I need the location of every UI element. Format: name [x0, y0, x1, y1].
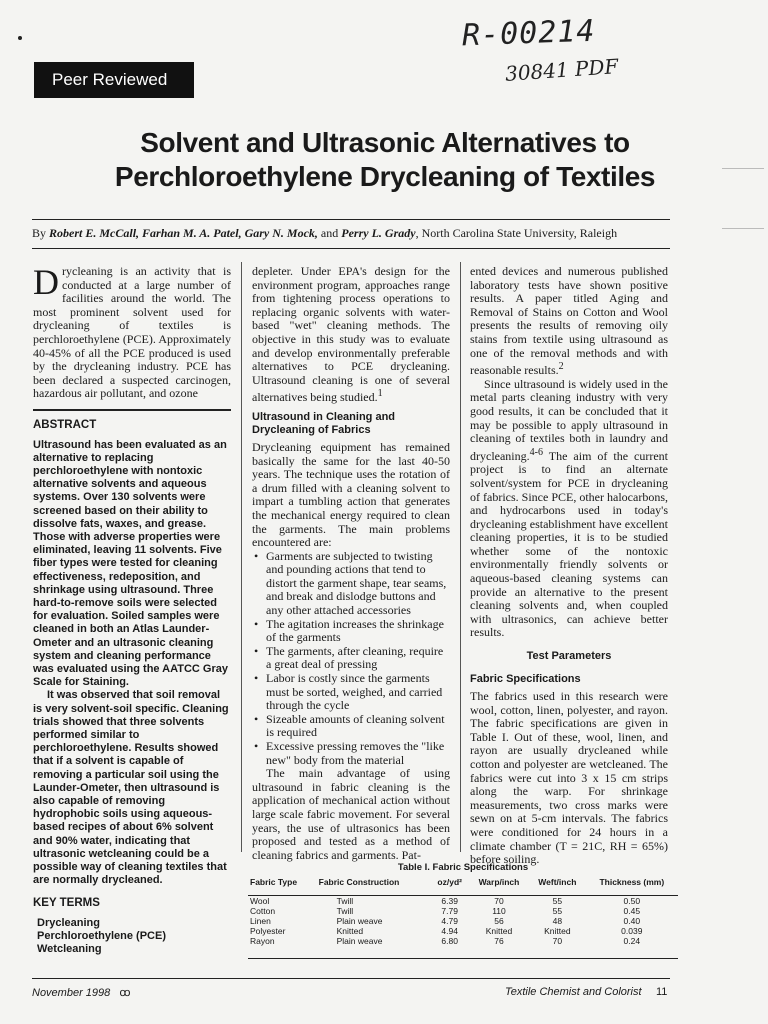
byline-rule	[32, 248, 670, 249]
list-item: • The agitation increases the shrinkage of the garments	[266, 618, 450, 645]
table-cell: Twill	[336, 896, 354, 906]
table-cell: 56	[494, 916, 504, 926]
table-cell: 76	[494, 936, 504, 946]
paragraph-text: ented devices and numerous published laboratory tests have shown positive results. A paper titled Aging and Removal of Stains on Cotton and Wool presents the results of removing oily stains from textile using ultrasound as one of the removal methods and with reasonable results.	[470, 264, 668, 378]
key-terms-list	[33, 917, 231, 956]
paragraph: Drycleaning equipment has remained basically the same for the last 40-50 years. The technique uses the rotation of a drum filled with a cleaning solvent to impart a tumbling action that generates the mechanical energy required to clean the garments. The main problems encountered are:	[252, 439, 450, 550]
table-cell: 110	[492, 906, 506, 916]
byline-affiliation: , North Carolina State University, Raleigh	[415, 226, 618, 240]
table-cell: Knitted	[485, 926, 513, 936]
paragraph-text: depleter. Under EPA's design for the environment program, approaches range from tightening process operations to replacing organic solvents with water-based "wet" cleaning methods. The objective in this study was to evaluate and develop environmentally preferable alternatives to PCE drycleaning. Ultrasound cleaning is one of several alternatives being studied.	[252, 264, 450, 405]
byline-and: and	[317, 226, 342, 240]
table-cell: Plain weave	[336, 916, 383, 926]
list-item: • The garments, after cleaning, require a great deal of pressing	[266, 645, 450, 672]
column-header: Fabric Construction	[317, 875, 431, 896]
table-cell: Cotton	[250, 906, 276, 916]
column-1	[33, 262, 231, 956]
byline	[32, 226, 672, 241]
column-header: Thickness (mm)	[586, 875, 678, 896]
table-cell: 0.24	[623, 936, 641, 946]
table-cell: 70	[494, 896, 504, 906]
title-line-1: Solvent and Ultrasonic Alternatives to	[140, 127, 630, 158]
table-row	[248, 906, 678, 916]
article-title	[40, 126, 730, 194]
table-caption: Table I. Fabric Specifications	[397, 862, 529, 873]
key-term: Drycleaning	[37, 917, 100, 930]
drop-cap: D	[33, 262, 59, 302]
list-item: • Garments are subjected to twisting and pounding actions that tend to distort the garment shape, tear seams, and break and dislodge buttons and any other attached accessories	[266, 550, 450, 618]
table-cell: Plain weave	[336, 936, 383, 946]
table-cell: 48	[552, 916, 563, 926]
abstract-paragraph-1: Ultrasound has been evaluated as an alternative to replacing perchloroethylene with nontoxic alternative solvents and aqueous systems. Over 130 solvents were screened based on their ability to dissolve fats, waxes, and grease. Those with adverse properties were eliminated, leaving 11 solvents. Five fiber types were tested for cleaning effectiveness, redeposition, and shrinkage using ultrasound. Three hard-to-remove soils were selected for evaluation. Soiled samples were cleaned in both an Atlas Launder-Ometer and an ultrasonic cleaning system and cleaning performance was evaluated using the AATCC Gray Scale for Staining.	[33, 438, 228, 689]
table-cell: 4.79	[441, 916, 458, 926]
handwritten-id: R-00214	[461, 13, 597, 54]
table-row	[248, 926, 678, 936]
table-row	[248, 916, 678, 926]
table-bottom-rule	[248, 958, 678, 959]
intro-paragraph	[33, 262, 231, 401]
title-line-2: Perchloroethylene Drycleaning of Textiles	[114, 161, 656, 192]
table-cell: 0.039	[621, 926, 643, 936]
table-cell: 4.94	[441, 926, 458, 936]
byline-prefix: By	[32, 226, 50, 240]
section-heading: Test Parameters	[526, 650, 612, 663]
table-cell: 0.40	[623, 916, 641, 926]
abstract-heading: ABSTRACT	[33, 418, 97, 431]
footer-journal: Textile Chemist and Colorist	[505, 986, 642, 998]
table-cell: 6.39	[441, 896, 458, 906]
table-row	[248, 936, 678, 946]
table-cell: 7.79	[441, 906, 458, 916]
intro-text: rycleaning is an activity that is conducted at a large number of facilities around the world. The most prominent solvent used for drycleaning of textiles is perchloroethylene (PCE). Approximately 40-45% of all the PCE produced is used by the drycleaning industry. PCE has been declared a suspected carcinogen, hazardous air pollutant, and ozone	[33, 264, 231, 401]
table-cell: 55	[552, 906, 563, 916]
footnote-ref: 1	[377, 388, 383, 400]
table-cell: Knitted	[544, 926, 571, 936]
fabric-specifications-table	[248, 875, 678, 946]
column-divider-2	[460, 262, 461, 852]
paragraph	[470, 378, 668, 640]
table-cell: Twill	[336, 906, 354, 916]
table-cell: 0.50	[623, 896, 641, 906]
column-header: Warp/inch	[469, 875, 529, 896]
problem-list	[252, 550, 450, 768]
subsection-heading: Fabric Specifications	[470, 673, 581, 686]
column-header: Fabric Type	[248, 875, 317, 896]
paragraph-text: The aim of the current project is to find an alternate solvent/system for PCE in drycleaning of fabrics. Since PCE, other halocarbons, and hydrocarbons used in today's drycleaning establishment have excellent cleaning properties, it is to be studied whether some of the nontoxic environmentally friendly solvents or aqueous-based cleaning systems can provide an alternative to the present cleaning solvents and, when coupled with ultrasonics, can achieve better results.	[470, 448, 668, 640]
abstract-rule	[33, 409, 231, 411]
footer-date-text: November 1998	[32, 987, 111, 999]
table-cell: Knitted	[336, 926, 364, 936]
key-terms-heading: KEY TERMS	[33, 897, 100, 910]
footnote-ref: 4-6	[529, 446, 543, 458]
footnote-ref: 2	[558, 361, 564, 373]
table-cell: 70	[552, 936, 563, 946]
title-rule	[32, 219, 670, 220]
list-item: • Excessive pressing removes the "like new" body from the material	[266, 740, 450, 767]
scan-mark	[722, 228, 764, 229]
column-divider-1	[241, 262, 242, 852]
key-term: Wetcleaning	[37, 943, 102, 956]
paragraph: The main advantage of using ultrasound in fabric cleaning is the application of mechanical action without large scale fabric movement. For several years, the use of ultrasonics has been proposed and tested as a method of cleaning fabrics and garments. Pat-	[252, 766, 450, 862]
footer-date	[32, 986, 131, 999]
margin-dot	[18, 36, 22, 40]
byline-last-author: Perry L. Grady	[341, 226, 416, 240]
peer-reviewed-badge: Peer Reviewed	[34, 62, 194, 98]
footer-rule	[32, 978, 670, 979]
column-2	[252, 265, 450, 862]
table-cell: 0.45	[623, 906, 641, 916]
publisher-logo: ꝏ	[119, 987, 131, 999]
paragraph-text: Since ultrasound is widely used in the metal parts cleaning industry with very good results, it can be concluded that it may be possible to apply ultrasound in cleaning of textiles both in laundry and drycleaning.	[470, 376, 668, 463]
table-cell: 55	[552, 896, 563, 906]
list-item: • Sizeable amounts of cleaning solvent is required	[266, 713, 450, 740]
table-cell: Linen	[250, 916, 271, 926]
paragraph	[252, 265, 450, 405]
table-header-row	[248, 875, 678, 896]
list-item: • Labor is costly since the garments must be sorted, weighed, and carried through the cycle	[266, 672, 450, 713]
section-heading: Ultrasound in Cleaning and Drycleaning of Fabrics	[252, 410, 396, 436]
key-term: Perchloroethylene (PCE)	[37, 930, 166, 943]
column-header: Weft/inch	[529, 875, 586, 896]
table-cell: Wool	[250, 896, 270, 906]
column-3	[470, 265, 668, 867]
paragraph	[470, 265, 668, 378]
page-number: 11	[656, 986, 668, 998]
scan-mark	[722, 168, 764, 169]
paragraph: The fabrics used in this research were wool, cotton, linen, polyester, and rayon. The fabric specifications are given in Table I. Out of these, wool, linen, and rayon are usually drycleaned while cotton and polyester are wetcleaned. The fabrics were cut into 3 x 15 cm strips along the warp. For shrinkage measurements, two cross marks were sewn on at 5-cm intervals. The fabrics were conditioned for 24 hours in a climate chamber (T = 21C, RH = 65%) before soiling.	[470, 689, 668, 867]
table-cell: 6.80	[441, 936, 458, 946]
table-row	[248, 896, 678, 907]
table-cell: Rayon	[250, 936, 275, 946]
table-cell: Polyester	[250, 926, 286, 936]
abstract-paragraph-2: It was observed that soil removal is very solvent-soil specific. Cleaning trials showed that three solvents performed similar to perchloroethylene. Results showed that if a solvent is capable of removing a particular soil using the Launder-Ometer, then ultrasound is also capable of removing hydrophobic soils using aqueous-based recipes of about 6% solvent and 90% water, indicating that ultrasonic wetcleaning could be a possible way of cleaning textiles that are normally drycleaned.	[33, 689, 229, 887]
byline-authors: Robert E. McCall, Farhan M. A. Patel, Gary N. Mock,	[49, 226, 318, 240]
column-header: oz/yd²	[431, 875, 469, 896]
handwritten-note: 30841 PDF	[504, 54, 620, 86]
